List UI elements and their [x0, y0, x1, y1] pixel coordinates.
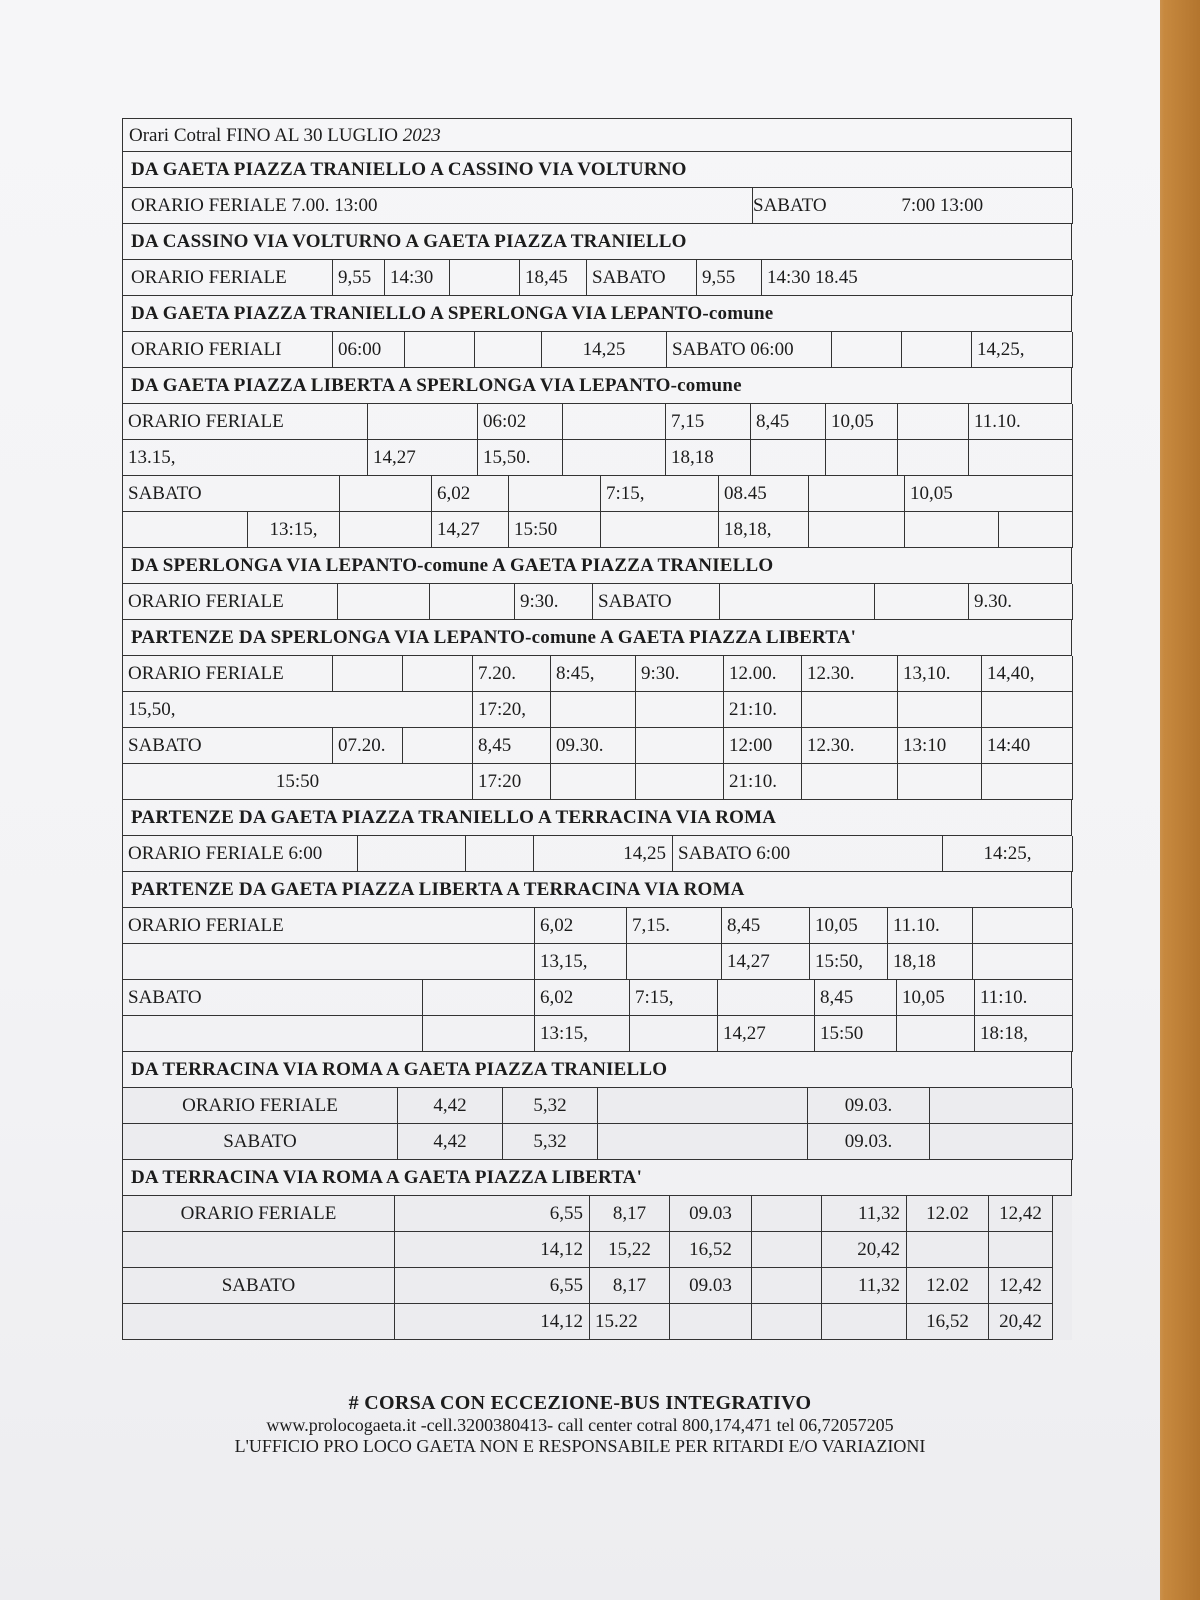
- time-cell: 14,27: [722, 944, 810, 980]
- time-cell: 9.30.: [969, 584, 1073, 620]
- row-label: ORARIO FERIALE: [123, 404, 368, 440]
- section-heading: DA GAETA PIAZZA LIBERTA A SPERLONGA VIA LEPANTO-comune: [122, 368, 1072, 404]
- weekday-times: ORARIO FERIALE 7.00. 13:00: [123, 188, 753, 224]
- time-cell: [898, 692, 982, 728]
- time-cell: 14,27: [432, 512, 509, 548]
- time-cell: 12.30.: [802, 728, 898, 764]
- time-cell: [907, 1232, 989, 1268]
- time-cell: [875, 584, 969, 620]
- time-cell: 16,52: [670, 1232, 752, 1268]
- time-cell: 8,17: [590, 1268, 670, 1304]
- time-cell: [930, 1124, 1073, 1160]
- time-cell: [822, 1304, 907, 1340]
- time-cell: 13:15,: [248, 512, 340, 548]
- schedule-grid: [122, 404, 1072, 476]
- time-cell: 11.10.: [888, 908, 973, 944]
- time-cell: 18,18: [888, 944, 973, 980]
- time-cell: 11:10.: [975, 980, 1073, 1016]
- time-cell: [403, 728, 473, 764]
- time-cell: 14,25,: [972, 332, 1073, 368]
- time-cell: 15:50,: [810, 944, 888, 980]
- time-cell: [123, 1016, 423, 1052]
- time-cell: [630, 1016, 718, 1052]
- time-cell: [403, 656, 473, 692]
- footer-headline: # CORSA CON ECCEZIONE-BUS INTEGRATIVO: [348, 1392, 812, 1414]
- time-cell: 18,45: [520, 260, 587, 296]
- time-cell: 12:00: [724, 728, 802, 764]
- section-heading: DA CASSINO VIA VOLTURNO A GAETA PIAZZA TRANIELLO: [122, 224, 1072, 260]
- time-cell: 18:18,: [975, 1016, 1073, 1052]
- row-label: SABATO 6:00: [673, 836, 943, 872]
- time-cell: [809, 512, 905, 548]
- time-cell: [423, 1016, 535, 1052]
- title-text: Orari Cotral FINO AL 30 LUGLIO: [129, 125, 398, 146]
- time-cell: [601, 512, 719, 548]
- time-cell: 10,05: [897, 980, 975, 1016]
- time-cell: 06:00: [333, 332, 405, 368]
- row-label: SABATO: [123, 1268, 395, 1304]
- time-cell: [563, 440, 666, 476]
- row-label: ORARIO FERIALE: [123, 908, 535, 944]
- section-heading: DA GAETA PIAZZA TRANIELLO A SPERLONGA VIA LEPANTO-comune: [122, 296, 1072, 332]
- schedule-grid: [122, 1088, 1072, 1160]
- time-cell: 9,55: [333, 260, 385, 296]
- time-cell: 8,45: [722, 908, 810, 944]
- timetable: [122, 118, 1072, 1340]
- time-cell: 6,02: [535, 980, 630, 1016]
- time-cell: [898, 440, 969, 476]
- time-cell: 15,50.: [478, 440, 563, 476]
- time-cell: [752, 1304, 822, 1340]
- time-cell: 10,05: [810, 908, 888, 944]
- time-cell: [809, 476, 905, 512]
- time-cell: 11,32: [822, 1196, 907, 1232]
- schedule-grid: [122, 476, 1072, 548]
- time-cell: 10,05: [905, 476, 1073, 512]
- time-cell: 12,42: [989, 1196, 1053, 1232]
- section-heading: PARTENZE DA SPERLONGA VIA LEPANTO-comune A GAETA PIAZZA LIBERTA': [122, 620, 1072, 656]
- footer: [0, 1392, 1160, 1457]
- time-cell: [973, 944, 1073, 980]
- time-cell: 7.20.: [473, 656, 551, 692]
- time-cell: [551, 692, 636, 728]
- time-cell: [973, 908, 1073, 944]
- time-cell: [752, 1268, 822, 1304]
- schedule-grid: [122, 836, 1072, 872]
- time-cell: 12.02: [907, 1196, 989, 1232]
- time-cell: [340, 476, 432, 512]
- schedule-grid: [122, 584, 1072, 620]
- time-cell: 12,42: [989, 1268, 1053, 1304]
- time-cell: [368, 404, 478, 440]
- row-label: SABATO: [123, 1124, 398, 1160]
- time-cell: 7,15: [666, 404, 751, 440]
- time-cell: 15:50: [509, 512, 601, 548]
- time-cell: [466, 836, 534, 872]
- time-cell: 12.00.: [724, 656, 802, 692]
- time-cell: 8,17: [590, 1196, 670, 1232]
- time-cell: 06:02: [478, 404, 563, 440]
- time-cell: [509, 476, 601, 512]
- time-cell: [551, 764, 636, 800]
- saturday-label: SABATO: [753, 195, 827, 216]
- time-cell: 11,32: [822, 1268, 907, 1304]
- time-cell: [905, 512, 999, 548]
- time-cell: 4,42: [398, 1088, 503, 1124]
- time-cell: [897, 1016, 975, 1052]
- schedule-grid: [122, 332, 1072, 368]
- time-cell: 13.15,: [123, 440, 368, 476]
- section-heading: PARTENZE DA GAETA PIAZZA LIBERTA A TERRACINA VIA ROMA: [122, 872, 1072, 908]
- footer-disclaimer: L'UFFICIO PRO LOCO GAETA NON E RESPONSABILE PER RITARDI E/O VARIAZIONI: [234, 1436, 926, 1456]
- time-cell: [969, 440, 1073, 476]
- row-label: ORARIO FERIALE: [123, 584, 338, 620]
- time-cell: [826, 440, 898, 476]
- time-cell: 9:30.: [636, 656, 724, 692]
- time-cell: 20,42: [822, 1232, 907, 1268]
- row-label: ORARIO FERIALE 6:00: [123, 836, 358, 872]
- row-label: ORARIO FERIALE: [123, 1088, 398, 1124]
- time-cell: [898, 764, 982, 800]
- schedule-grid: [122, 656, 1072, 800]
- time-cell: 16,52: [907, 1304, 989, 1340]
- time-cell: 14,27: [718, 1016, 815, 1052]
- schedule-grid: [122, 260, 1072, 296]
- time-cell: [475, 332, 542, 368]
- time-cell: [636, 692, 724, 728]
- time-cell: 12.30.: [802, 656, 898, 692]
- row-label: SABATO: [593, 584, 720, 620]
- time-cell: [902, 332, 972, 368]
- time-cell: [720, 584, 875, 620]
- section-heading: DA GAETA PIAZZA TRANIELLO A CASSINO VIA VOLTURNO: [122, 152, 1072, 188]
- time-cell: [430, 584, 515, 620]
- row-label: ORARIO FERIALI: [123, 332, 333, 368]
- time-cell: 9:30.: [515, 584, 593, 620]
- time-cell: [340, 512, 432, 548]
- time-cell: 20,42: [989, 1304, 1053, 1340]
- time-cell: [802, 764, 898, 800]
- time-cell: 5,32: [503, 1088, 598, 1124]
- time-cell: 7,15.: [627, 908, 722, 944]
- time-cell: 11.10.: [969, 404, 1073, 440]
- title-year: 2023: [402, 125, 441, 146]
- time-cell: [982, 692, 1073, 728]
- time-cell: [670, 1304, 752, 1340]
- time-cell: 09.03: [670, 1196, 752, 1232]
- time-cell: 13,15,: [535, 944, 627, 980]
- row-label: SABATO 06:00: [667, 332, 832, 368]
- time-cell: [999, 512, 1073, 548]
- row-label: ORARIO FERIALE: [123, 1196, 395, 1232]
- time-cell: 8,45: [815, 980, 897, 1016]
- time-cell: 15.22: [590, 1304, 670, 1340]
- time-cell: 14,40,: [982, 656, 1073, 692]
- time-cell: [405, 332, 475, 368]
- section-heading: DA TERRACINA VIA ROMA A GAETA PIAZZA LIBERTA': [122, 1160, 1072, 1196]
- time-cell: 17:20,: [473, 692, 551, 728]
- time-cell: 14,12: [395, 1232, 590, 1268]
- time-cell: 13,10.: [898, 656, 982, 692]
- time-cell: [752, 1232, 822, 1268]
- time-cell: [752, 1196, 822, 1232]
- time-cell: 14,12: [395, 1304, 590, 1340]
- time-cell: [123, 1304, 395, 1340]
- row-label: ORARIO FERIALE: [123, 260, 333, 296]
- time-cell: 6,55: [395, 1196, 590, 1232]
- time-cell: [832, 332, 902, 368]
- time-cell: [333, 656, 403, 692]
- row-label: SABATO: [123, 728, 333, 764]
- time-cell: 14:40: [982, 728, 1073, 764]
- time-cell: [802, 692, 898, 728]
- time-cell: [636, 764, 724, 800]
- time-cell: 12.02: [907, 1268, 989, 1304]
- time-cell: [563, 404, 666, 440]
- section-heading: PARTENZE DA GAETA PIAZZA TRANIELLO A TERRACINA VIA ROMA: [122, 800, 1072, 836]
- row-label: ORARIO FERIALE: [123, 656, 333, 692]
- time-cell: [989, 1232, 1053, 1268]
- timetable-title: [122, 118, 1072, 152]
- schedule-grid: [122, 908, 1072, 980]
- time-cell: 14:30: [385, 260, 450, 296]
- time-cell: [598, 1124, 808, 1160]
- time-cell: 21:10.: [724, 764, 802, 800]
- time-cell: 14,25: [534, 836, 673, 872]
- time-cell: 17:20: [473, 764, 551, 800]
- time-cell: 15,50,: [123, 692, 473, 728]
- time-cell: 07.20.: [333, 728, 403, 764]
- time-cell: [450, 260, 520, 296]
- time-cell: 10,05: [826, 404, 898, 440]
- time-cell: 09.03.: [808, 1088, 930, 1124]
- time-cell: 21:10.: [724, 692, 802, 728]
- time-cell: 13:15,: [535, 1016, 630, 1052]
- time-cell: 09.03: [670, 1268, 752, 1304]
- time-cell: [123, 1232, 395, 1268]
- schedule-grid: [122, 980, 1072, 1052]
- time-cell: 9,55: [697, 260, 762, 296]
- time-cell: 6,02: [432, 476, 509, 512]
- time-cell: [358, 836, 466, 872]
- time-cell: 14:25,: [943, 836, 1073, 872]
- time-cell: 8:45,: [551, 656, 636, 692]
- time-cell: [636, 728, 724, 764]
- row-label: SABATO: [587, 260, 697, 296]
- time-cell: 09.03.: [808, 1124, 930, 1160]
- time-cell: 14,27: [368, 440, 478, 476]
- time-cell: [598, 1088, 808, 1124]
- time-cell: 7:15,: [601, 476, 719, 512]
- time-cell: 14,25: [542, 332, 667, 368]
- time-cell: 6,02: [535, 908, 627, 944]
- time-cell: [423, 980, 535, 1016]
- time-cell: [627, 944, 722, 980]
- time-cell: 8,45: [751, 404, 826, 440]
- time-cell: 18,18,: [719, 512, 809, 548]
- time-cell: 4,42: [398, 1124, 503, 1160]
- time-cell: 8,45: [473, 728, 551, 764]
- time-cell: [930, 1088, 1073, 1124]
- schedule-grid: [122, 188, 1072, 224]
- time-cell: 5,32: [503, 1124, 598, 1160]
- time-cell: [718, 980, 815, 1016]
- time-cell: [123, 512, 248, 548]
- time-cell: 15:50: [815, 1016, 897, 1052]
- section-heading: DA TERRACINA VIA ROMA A GAETA PIAZZA TRANIELLO: [122, 1052, 1072, 1088]
- footer-contacts: www.prolocogaeta.it -cell.3200380413- call center cotral 800,174,471 tel 06,72057205: [266, 1415, 894, 1435]
- time-cell: [123, 944, 535, 980]
- time-cell: 7:15,: [630, 980, 718, 1016]
- schedule-grid: [122, 1196, 1072, 1340]
- time-cell: 18,18: [666, 440, 751, 476]
- row-label: SABATO: [123, 476, 340, 512]
- row-label: SABATO: [123, 980, 423, 1016]
- time-cell: 15,22: [590, 1232, 670, 1268]
- saturday-time: 7:00 13:00: [901, 195, 984, 216]
- time-cell: 6,55: [395, 1268, 590, 1304]
- time-cell: [338, 584, 430, 620]
- time-cell: 15:50: [123, 764, 473, 800]
- time-cell: [982, 764, 1073, 800]
- section-heading: DA SPERLONGA VIA LEPANTO-comune A GAETA PIAZZA TRANIELLO: [122, 548, 1072, 584]
- time-cell: [751, 440, 826, 476]
- time-cell: 09.30.: [551, 728, 636, 764]
- time-cell: 13:10: [898, 728, 982, 764]
- time-cell: 08.45: [719, 476, 809, 512]
- time-cell: 14:30 18.45: [762, 260, 1073, 296]
- saturday-times: [753, 188, 1073, 224]
- time-cell: [898, 404, 969, 440]
